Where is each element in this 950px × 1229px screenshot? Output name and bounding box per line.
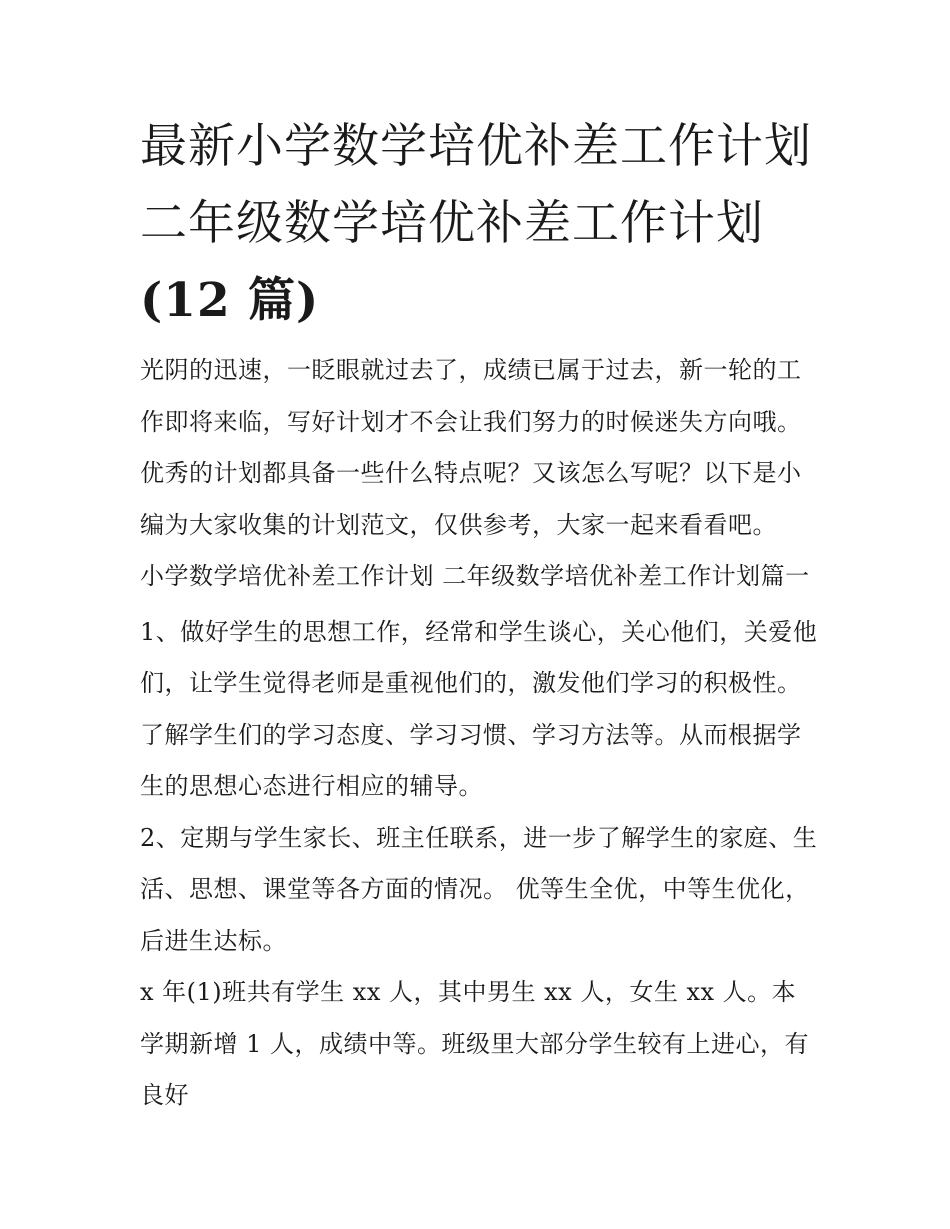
- document-title: [140, 108, 820, 339]
- section-heading: 小学数学培优补差工作计划 二年级数学培优补差工作计划篇一: [140, 562, 810, 590]
- list-item-1: 1、做好学生的思想工作，经常和学生谈心，关心他们，关爱他们，让学生觉得老师是重视他们的，激发他们学习的积极性。了解学生们的学习态度、学习习惯、学习方法等。从而根据学生的思想心态进行相应的辅导。: [140, 617, 818, 800]
- class-info-paragraph: x 年(1)班共有学生 xx 人，其中男生 xx 人，女生 xx 人。本学期新增 1 人，成绩中等。班级里大部分学生较有上进心，有良好: [140, 978, 810, 1109]
- document-title-text: 最新小学数学培优补差工作计划 二年级数学培优补差工作计划: [140, 119, 812, 251]
- intro-paragraph: 光阴的迅速，一眨眼就过去了，成绩已属于过去，新一轮的工作即将来临，写好计划才不会让我们努力的时候迷失方向哦。优秀的计划都具备一些什么特点呢？又该怎么写呢？以下是小编为大家收集的计划范文，仅供参考，大家一起来看看吧。: [140, 356, 802, 539]
- document-page: [140, 108, 820, 1122]
- list-item-2: 2、定期与学生家长、班主任联系，进一步了解学生的家庭、生活、思想、课堂等各方面的情况。 优等生全优，中等生优化，后进生达标。: [140, 823, 818, 955]
- document-title-count: (12 篇): [140, 273, 320, 328]
